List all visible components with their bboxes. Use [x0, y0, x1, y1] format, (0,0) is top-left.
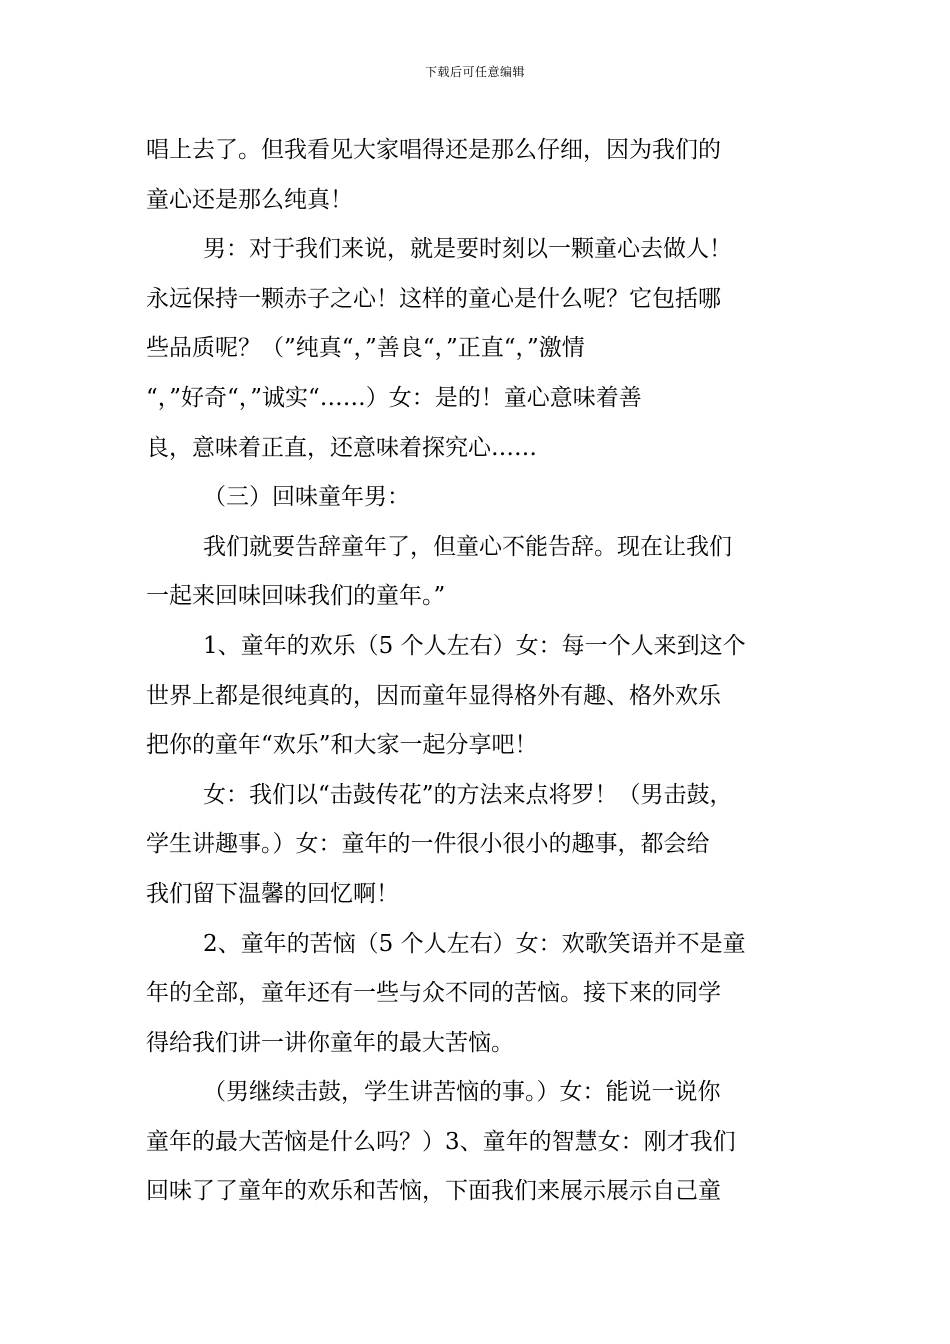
text-line: 唱上去了。但我看见大家唱得还是那么仔细，因为我们的 [146, 137, 721, 163]
text-line: 我们就要告辞童年了，但童心不能告辞。现在让我们 [203, 533, 732, 560]
text-line: 把你的童年“欢乐”和大家一起分享吧！ [146, 732, 538, 759]
text-line: 1、童年的欢乐（5 个人左右）女：每一个人来到这个 [203, 632, 746, 659]
text-line: 男：对于我们来说，就是要时刻以一颗童心去做人！ [203, 236, 732, 263]
text-line: 童心还是那么纯真！ [146, 186, 353, 213]
text-line: 世界上都是很纯真的，因而童年显得格外有趣、格外欢乐 [146, 682, 721, 709]
text-line: “，”好奇“，”诚实“……）女：是的！童心意味着善 [146, 384, 642, 411]
text-line: 回味了了童年的欢乐和苦恼，下面我们来展示展示自己童 [146, 1178, 721, 1205]
text-line: 女：我们以“击鼓传花”的方法来点将罗！（男击鼓， [203, 781, 733, 808]
page-header-note: 下载后可任意编辑 [424, 65, 525, 79]
text-line: 良，意味着正直，还意味着探究心…… [146, 434, 537, 461]
text-line: 2、童年的苦恼（5 个人左右）女：欢歌笑语并不是童 [203, 930, 746, 957]
text-line: 我们留下温馨的回忆啊！ [146, 880, 399, 907]
text-line: 些品质呢？（”纯真“，”善良“，”正直“，”激情 [146, 335, 585, 362]
text-line: （男继续击鼓，学生讲苦恼的事。）女：能说一说你 [203, 1079, 721, 1106]
text-line: 一起来回味回味我们的童年。” [146, 583, 446, 610]
text-line: 永远保持一颗赤子之心！这样的童心是什么呢？它包括哪 [146, 285, 721, 312]
document-body [146, 126, 814, 1217]
section-heading: （三）回味童年男： [203, 484, 410, 511]
text-line: 年的全部，童年还有一些与众不同的苦恼。接下来的同学 [146, 980, 721, 1007]
text-line: 学生讲趣事。）女：童年的一件很小很小的趣事，都会给 [146, 831, 710, 858]
text-line: 童年的最大苦恼是什么吗？）3、童年的智慧女：刚才我们 [146, 1128, 736, 1155]
text-line: 得给我们讲一讲你童年的最大苦恼。 [146, 1029, 514, 1056]
